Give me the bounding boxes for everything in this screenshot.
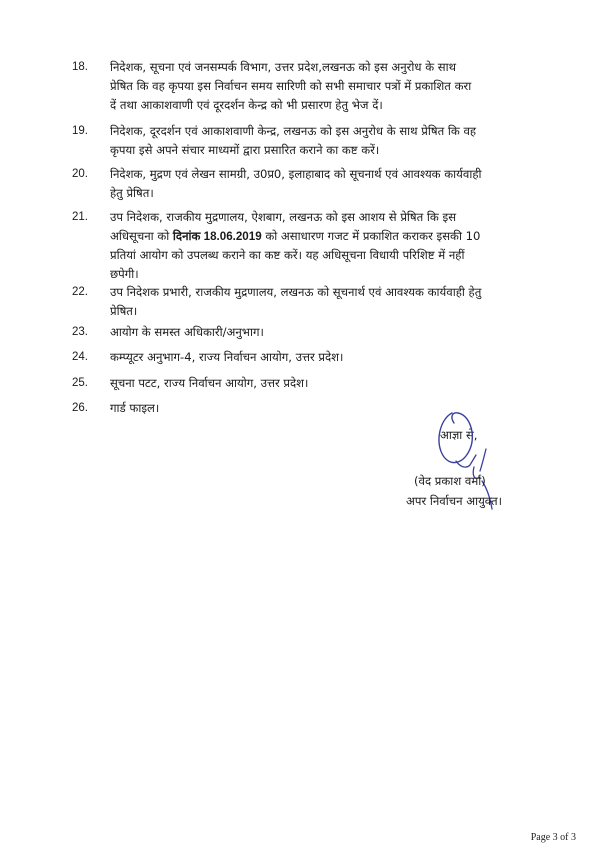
item-text: आयोग के समस्त अधिकारी/अनुभाग। [110,325,264,339]
item-text: सूचना पटट, राज्य निर्वाचन आयोग, उत्तर प्रदेश। [110,376,309,390]
signatory-designation: अपर निर्वाचन आयुक्त। [406,494,503,508]
item-text: निदेशक, दूरदर्शन एवं आकाशवाणी केन्द्र, लखनऊ को इस अनुरोध के साथ प्रेषित कि वह कृपया इसे अपने संचार माध्यमों द्वारा प्रसारित कराने का कष्ट करें। [110,124,477,157]
item-number: 22. [72,286,88,298]
order-text: आज्ञा से, [440,428,478,442]
date-highlight: दिनांक 18.06.2019 [172,230,262,243]
item-number: 23. [72,326,88,338]
item-number: 21. [72,211,88,223]
item-text: उप निदेशक प्रभारी, राजकीय मुद्रणालय, लखनऊ को सूचनार्थ एवं आवश्यक कार्यवाही हेतु प्रेषित। [110,285,482,318]
page-number: Page 3 of 3 [530,832,576,843]
item-text: कम्प्यूटर अनुभाग-4, राज्य निर्वाचन आयोग, उत्तर प्रदेश। [110,350,344,364]
item-number: 24. [72,351,88,363]
item-text: निदेशक, सूचना एवं जनसम्पर्क विभाग, उत्तर प्रदेश,लखनऊ को इस अनुरोध के साथ प्रेषित कि वह कृपया इस निर्वाचन समय सारिणी को सभी समाचार पत्रों में प्रकाशित करा दें तथा आकाशवाणी एवं दूरदर्शन केन्द्र को भी प्रसारण हेतु भेज दें। [110,60,472,112]
item-text-post: को असाधारण गजट में प्रकाशित कराकर इसकी 10 [261,229,481,243]
item-number: 26. [72,402,88,414]
item-number: 18. [72,61,88,73]
item-number: 19. [72,125,88,137]
item-text: गार्ड फाइल। [110,401,160,415]
item-number: 25. [72,377,88,389]
item-text: निदेशक, मुद्रण एवं लेखन सामग्री, उ0प्र0, इलाहाबाद को सूचनार्थ एवं आवश्यक कार्यवाही हेतु प्रेषित। [110,167,482,200]
item-text-pre: अधिसूचना को [110,229,173,243]
item-number: 20. [72,168,88,180]
signatory-name: (वेद प्रकाश वर्मा) [414,474,486,488]
item-text: उप निदेशक, राजकीय मुद्रणालय, ऐशबाग, लखनऊ को इस आशय से प्रेषित कि इस अधिसूचना को दिनांक 18.06.2019 को असाधारण गजट में प्रकाशित कराकर इसकी 10 प्रतियां आयोग को उपलब्ध कराने का कष्ट करें। यह अधिसूचना विधायी परिशिष्ट में नहीं छपेगी। [110,210,481,281]
